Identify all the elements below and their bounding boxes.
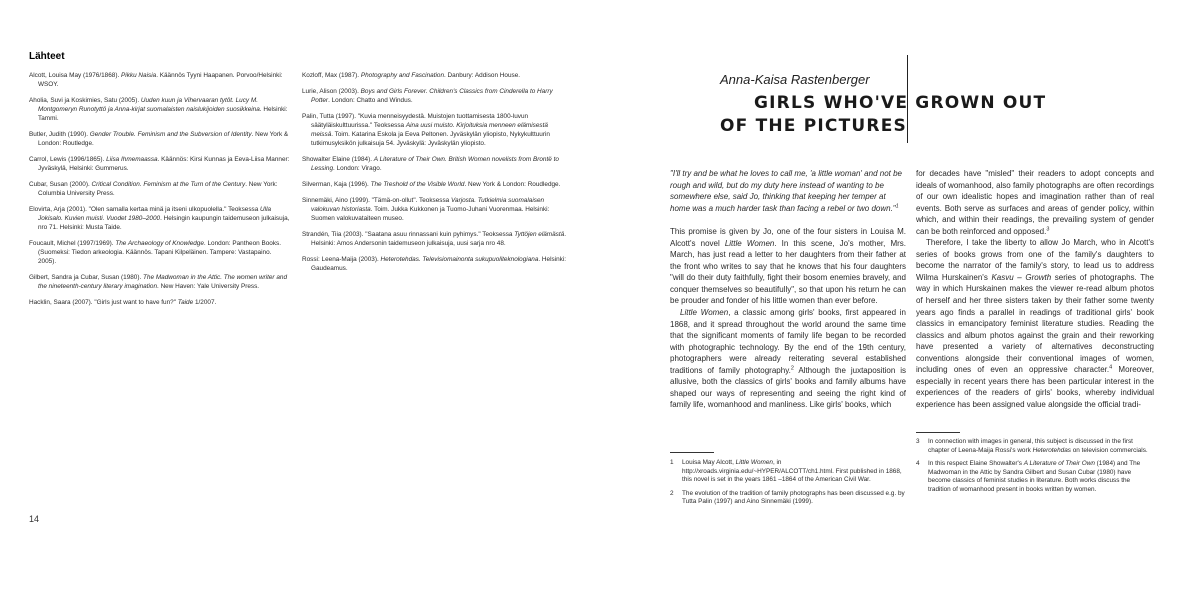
footnotes-right (916, 438, 1154, 500)
body-paragraph: This promise is given by Jo, one of the four sisters in Louisa M. Alcott's novel Little Women. In this scene, Jo's mother, Mrs. March, has just read a letter to her daughters from their father at the front who writes to say that he knows that his four daughters "will do their duty faithfully, fight their bosom enemies bravely, and conquer themselves so beautifully", so that upon his return he can be prouder and fonder of his little women than ever before. (670, 227, 906, 306)
footnote-separator (916, 432, 960, 433)
body-paragraph: Therefore, I take the liberty to allow Jo March, who in Alcott's series of books grows from one of the family's daughters to become the narrator of the family's story, to lead us to address Wilma Hurskainen's Kasvu – Growth series of photographs. The way in which Hurskainen makes the viewer re-read album photos of herself and her three sisters taken by their father some twenty years ago finds a parallel in readings of traditional girls' book classics in emancipatory feminist literature studies. Reading the classics and album photos against the grain and their reworking have presented a variety of alternatives deconstructing conventions alongside their conventional images of women, including ones of even an oppressive character.$^4$ Moreover, especially in recent years there has been particular interest in the experiences of the readers of girls' books, whereby individual experience has been assigned value alongside the official tradi- (916, 238, 1155, 409)
footnote-marker: 1 (895, 202, 899, 209)
body-column-left (670, 168, 906, 411)
reference-entry: Palin, Tutta (1997). "Kuvia menneisyydestä. Muistojen tuottamisesta 1800-luvun säätyläiskulttuurissa." Teoksessa Aina uusi muisto. Kirjoituksia menneen elämisestä meissä. Toim. Katarina Eskola ja Eeva Peltonen. Jyväskylän yliopisto, Nykykulttuurin tutkimusyksikön julkaisuja 54. Jyväskylä: Jyväskylän yliopisto. (302, 113, 550, 147)
reference-entry: Kozloff, Max (1987). Photography and Fascination. Danbury: Addison House. (302, 72, 521, 79)
body-column-right (916, 168, 1154, 410)
reference-entry: Sinnemäki, Aino (1999). "Tämä-on-ollut". Teoksessa Varjosta. Tutkielmia suomalaisen valokuvan historiasta. Toim. Jukka Kukkonen ja Tuomo-Juhani Vuorenmaa. Helsinki: Suomen valokuvataiteen museo. (302, 197, 550, 222)
footnote: 4 In this respect Elaine Showalter's A Literature of Their Own (1984) and The Madwoman in the Attic by Sandra Gilbert and Susan Cubar (1980) have become classics of feminist studies in literature. Both works discuss the tradition of womanhood present in books written by women. (916, 460, 1141, 493)
epigraph-quote: "I'll try and be what he loves to call me, 'a little woman' and not be rough and wild, but do my duty here instead of wanting to be somewhere else, said Jo, thinking that keeping her temper at home was a much harder task than facing a rebel or two down."$^1$ (670, 169, 902, 213)
reference-entry: Gilbert, Sandra ja Cubar, Susan (1980). The Madwoman in the Attic. The women writer and the nineteenth-century literary imagination. New Haven: Yale University Press. (29, 274, 288, 290)
reference-entry: Carrol, Lewis (1996/1865). Liisa Ihmemaassa. Käännös: Kirsi Kunnas ja Eeva-Liisa Manner: Jyväskylä, Helsinki: Gummerus. (29, 156, 290, 172)
author-name: Anna-Kaisa Rastenberger (720, 72, 870, 87)
footnote-marker: 4 (1109, 364, 1113, 371)
reference-entry: Silverman, Kaja (1996). The Treshold of the Visible World. New York & London: Roudledge. (302, 181, 561, 188)
body-paragraph: for decades have "misled" their readers to adopt concepts and ideals of womanhood, also family photographs are often recordings of our own idealistic hopes and imagination rather than of real events. Both serve as surfaces and areas of gender policy, within which, and within their readings, the prevailing system of gender can be both reinforced and opposed.$^3$ (916, 169, 1154, 236)
article-title-line-1: GIRLS WHO'VE GROWN OUT (754, 93, 1047, 113)
reference-entry: Hacklin, Saara (2007). "Girls just want to have fun?" Taide 1/2007. (29, 299, 217, 306)
article-title-line-2: OF THE PICTURES (720, 116, 907, 136)
reference-entry: Aholia, Suvi ja Koskimies, Satu (2005). Uuden kuun ja Vihervaaran tytöt. Lucy M. Montgomeryn Runotyttö ja Anna-kirjat suomalaisten naislukijoiden suosikkeina. Helsinki: Tammi. (29, 97, 288, 122)
footnote-marker: 2 (790, 365, 794, 372)
page-number: 14 (29, 514, 40, 524)
footnotes-left (670, 459, 906, 512)
footnote: 3 In connection with images in general, this subject is discussed in the first chapter of Leena-Maija Rossi's work Heterotehdas on television commercials. (916, 438, 1148, 454)
reference-entry: Elovirta, Arja (2001). "Olen samalla kertaa minä ja itseni ulkopuolella." Teoksessa Ulla Jokisalo. Kuvien muisti. Vuodet 1980–2000. Helsingin kaupungin taidemuseon julkaisuja, nro 71. Helsinki: Musta Taide. (29, 206, 290, 231)
reference-entry: Showalter Elaine (1984). A Literature of Their Own. British Women novelists from Brontë to Lessing. London: Virago. (302, 156, 559, 172)
references-column-2 (302, 71, 570, 280)
reference-entry: Rossi: Leena-Maija (2003). Heterotehdas. Televisiomainonta sukupuoliteknologiana. Helsinki: Gaudeamus. (302, 256, 567, 272)
footnote-marker: 3 (1046, 226, 1050, 233)
reference-entry: Butler, Judith (1990). Gender Trouble. Feminism and the Subversion of Identity. New York & London: Routledge. (29, 131, 289, 147)
references-column-1 (29, 71, 291, 314)
reference-entry: Cubar, Susan (2000). Critical Condition. Feminism at the Turn of the Century. New York: Columbia University Press. (29, 181, 278, 197)
footnote-separator (670, 452, 714, 453)
body-paragraph: Little Women, a classic among girls' books, first appeared in 1868, and it spread throughout the world around the same time that the significant moments of family life began to be recorded with photographic technology. By the end of the 19th century, photographers were already reiterating several established traditions of family photography.$^2$ Although the juxtaposition is allusive, both the classics of girls' books and family albums have shaped our ways of representing and seeing the right kind of family life, womanhood and manliness. Like girls' books, which (670, 308, 907, 410)
reference-entry: Foucault, Michel (1997/1969). The Archaeology of Knowledge. London: Pantheon Books. (Suomeksi: Tiedon arkeologia. Käännös. Tapani Kilpeläinen. Tampere: Vastapaino. 2005). (29, 240, 282, 265)
reference-entry: Alcott, Louisa May (1976/1868). Pikku Naisia. Käännös Tyyni Haapanen. Porvoo/Helsinki: WSOY. (29, 72, 283, 88)
references-heading: Lähteet (29, 51, 65, 62)
footnote: 2 The evolution of the tradition of family photographs has been discussed e.g. by Tutta Palin (1997) and Aino Sinnemäki (1999). (670, 489, 905, 506)
footnote: 1 Louisa May Alcott, Little Women, in http://xroads.virginia.edu/~HYPER/ALCOTT/ch1.html. First published in 1868, this novel is set in the years 1861 –1864 of the American Civil War. (670, 459, 902, 484)
right-page (600, 0, 1200, 600)
reference-entry: Strandén, Tiia (2003). "Saatana asuu rinnassani kuin pyhimys." Teoksessa Tyttöjen elämästä. Helsinki: Amos Andersonin taidemuseon julkaisuja, uusi sarja nro 48. (302, 231, 566, 247)
reference-entry: Lurie, Alison (2003). Boys and Girls Forever. Children's Classics from Cinderella to Harry Potter. London: Chatto and Windus. (302, 88, 553, 104)
